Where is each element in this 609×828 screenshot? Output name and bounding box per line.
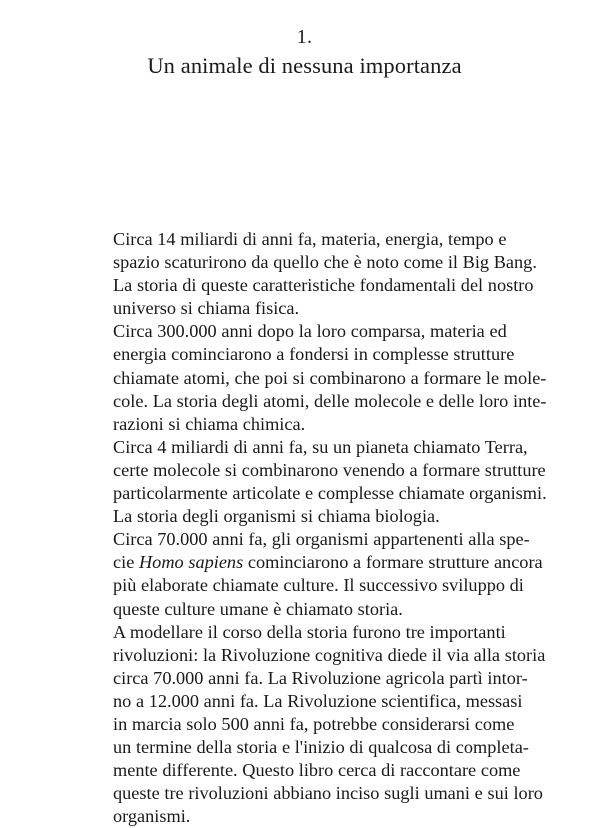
- text-line: Circa 4 miliardi di anni fa, su un pianeta chiamato Terra,: [113, 436, 528, 457]
- body-text-column: [90, 228, 547, 828]
- paragraph-1: [90, 228, 542, 320]
- text-line: A modellare il corso della storia furono tre importanti: [113, 621, 506, 642]
- chapter-heading: [0, 24, 609, 81]
- text-line: un termine della storia e l'inizio di qualcosa di completa-: [113, 737, 529, 758]
- text-line: Circa 70.000 anni fa, gli organismi appartenenti alla spe-: [113, 529, 530, 550]
- paragraph-4: [90, 528, 542, 620]
- text-line: più elaborate chiamate culture. Il successivo sviluppo di: [113, 575, 524, 596]
- text-line: Circa 14 miliardi di anni fa, materia, energia, tempo e: [113, 229, 507, 249]
- text-line: certe molecole si combinarono venendo a formare strutture: [113, 459, 546, 480]
- text-line: organismi.: [113, 806, 191, 827]
- text-line: queste tre rivoluzioni abbiano inciso sugli umani e sui loro: [113, 783, 543, 804]
- text-line: La storia di queste caratteristiche fondamentali del nostro: [113, 275, 534, 296]
- text-line: chiamate atomi, che poi si combinarono a formare le mole-: [113, 367, 547, 388]
- text-line: La storia degli organismi si chiama biologia.: [113, 506, 440, 527]
- text-line: rivoluzioni: la Rivoluzione cognitiva diede il via alla storia: [113, 644, 546, 665]
- paragraph-3: [90, 436, 547, 528]
- paragraph-5: [90, 621, 546, 828]
- text-line: cie Homo sapiens cominciarono a formare strutture ancora: [113, 552, 543, 573]
- text-line: particolarmente articolate e complesse chiamate organismi.: [113, 483, 547, 504]
- text-line: mente differente. Questo libro cerca di raccontare come: [113, 760, 521, 781]
- text-line: in marcia solo 500 anni fa, potrebbe considerarsi come: [113, 713, 515, 734]
- text-line: cole. La storia degli atomi, delle molecole e delle loro inte-: [113, 390, 547, 411]
- text-line: universo si chiama fisica.: [113, 298, 300, 319]
- text-line: razioni si chiama chimica.: [113, 413, 306, 434]
- italic-species-name: Homo sapiens: [138, 552, 244, 573]
- paragraph-2: [90, 320, 547, 435]
- text-line: queste culture umane è chiamato storia.: [113, 598, 403, 619]
- text-line: circa 70.000 anni fa. La Rivoluzione agricola partì intor-: [113, 667, 528, 688]
- text-line: energia cominciarono a fondersi in complesse strutture: [113, 344, 515, 365]
- chapter-number: 1.: [296, 26, 313, 48]
- text-line: Circa 300.000 anni dopo la loro comparsa, materia ed: [113, 321, 507, 342]
- chapter-title: Un animale di nessuna importanza: [147, 53, 462, 78]
- text-line: spazio scaturirono da quello che è noto come il Big Bang.: [113, 252, 537, 273]
- text-line: no a 12.000 anni fa. La Rivoluzione scientifica, messasi: [113, 690, 523, 711]
